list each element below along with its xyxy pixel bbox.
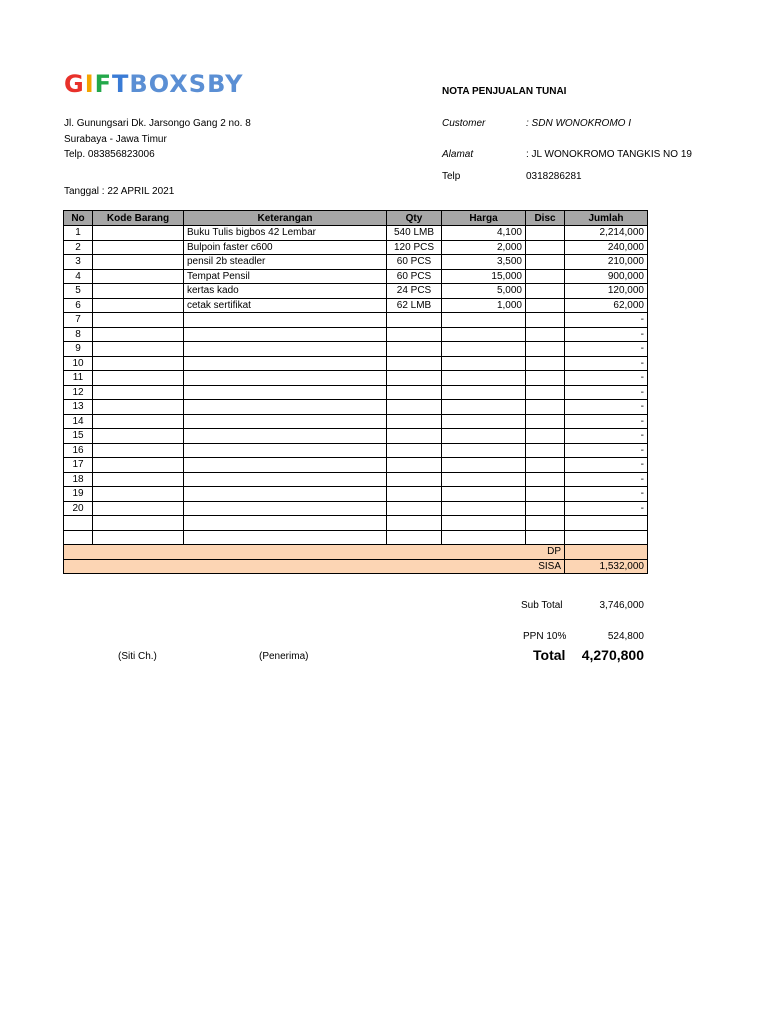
logo-letter: O xyxy=(148,70,170,98)
cell-no: 11 xyxy=(64,371,93,386)
table-row xyxy=(64,472,648,487)
sisa-label: SISA xyxy=(64,559,565,574)
table-row xyxy=(64,516,648,531)
ppn-value: 524,800 xyxy=(607,631,644,642)
table-row xyxy=(64,487,648,502)
cell-jumlah: - xyxy=(565,443,648,458)
cell-no: 15 xyxy=(64,429,93,444)
cell-ket: Bulpoin faster c600 xyxy=(184,240,387,255)
cell-qty xyxy=(387,516,442,531)
cell-ket: Tempat Pensil xyxy=(184,269,387,284)
table-header-row xyxy=(64,211,648,226)
cell-kode xyxy=(93,255,184,270)
cell-qty xyxy=(387,487,442,502)
telp-value: 0318286281 xyxy=(526,171,582,182)
cell-ket xyxy=(184,443,387,458)
cell-harga: 2,000 xyxy=(442,240,526,255)
cell-jumlah: 900,000 xyxy=(565,269,648,284)
cell-ket: cetak sertifikat xyxy=(184,298,387,313)
cell-harga xyxy=(442,501,526,516)
table-row xyxy=(64,501,648,516)
cell-qty: 120 PCS xyxy=(387,240,442,255)
logo-letter: Y xyxy=(225,70,244,98)
cell-kode xyxy=(93,429,184,444)
cell-no: 16 xyxy=(64,443,93,458)
col-header-harga: Harga xyxy=(442,211,526,226)
table-row xyxy=(64,414,648,429)
cell-harga xyxy=(442,516,526,531)
customer-label: Customer xyxy=(442,118,486,129)
cell-qty: 60 PCS xyxy=(387,255,442,270)
cell-disc xyxy=(526,255,565,270)
cell-disc xyxy=(526,284,565,299)
table-row xyxy=(64,240,648,255)
cell-no: 20 xyxy=(64,501,93,516)
cell-ket xyxy=(184,429,387,444)
table-row xyxy=(64,269,648,284)
cell-qty xyxy=(387,429,442,444)
telp-label: Telp xyxy=(442,171,461,182)
total-value: 4,270,800 xyxy=(581,647,644,663)
table-row xyxy=(64,342,648,357)
cell-harga xyxy=(442,414,526,429)
cell-jumlah xyxy=(565,530,648,545)
cell-harga: 3,500 xyxy=(442,255,526,270)
alamat-label: Alamat xyxy=(442,149,474,160)
cell-qty xyxy=(387,356,442,371)
brand-logo xyxy=(64,70,243,99)
cell-jumlah: 62,000 xyxy=(565,298,648,313)
cell-ket xyxy=(184,501,387,516)
cell-disc xyxy=(526,327,565,342)
cell-disc xyxy=(526,472,565,487)
cell-no xyxy=(64,516,93,531)
customer-value: : SDN WONOKROMO I xyxy=(526,118,631,129)
cell-jumlah: - xyxy=(565,385,648,400)
table-row xyxy=(64,327,648,342)
cell-harga xyxy=(442,443,526,458)
subtotal-label: Sub Total xyxy=(521,600,563,611)
cell-disc xyxy=(526,530,565,545)
cell-kode xyxy=(93,342,184,357)
cell-disc xyxy=(526,313,565,328)
cell-jumlah: - xyxy=(565,487,648,502)
cell-harga xyxy=(442,458,526,473)
cell-ket xyxy=(184,356,387,371)
cell-harga xyxy=(442,313,526,328)
cell-no: 3 xyxy=(64,255,93,270)
cell-harga xyxy=(442,487,526,502)
company-phone: Telp. 083856823006 xyxy=(64,149,155,160)
table-row xyxy=(64,400,648,415)
dp-row xyxy=(64,545,648,560)
cell-disc xyxy=(526,429,565,444)
cell-qty xyxy=(387,530,442,545)
cell-ket xyxy=(184,458,387,473)
cell-no: 2 xyxy=(64,240,93,255)
cell-harga xyxy=(442,385,526,400)
cell-ket: pensil 2b steadler xyxy=(184,255,387,270)
cell-kode xyxy=(93,487,184,502)
cell-ket xyxy=(184,530,387,545)
cell-disc xyxy=(526,414,565,429)
cell-jumlah: - xyxy=(565,458,648,473)
cell-qty: 24 PCS xyxy=(387,284,442,299)
cell-harga xyxy=(442,472,526,487)
cell-disc xyxy=(526,269,565,284)
cell-harga: 5,000 xyxy=(442,284,526,299)
alamat-value: : JL WONOKROMO TANGKIS NO 19 xyxy=(526,149,692,160)
table-row xyxy=(64,429,648,444)
cell-harga xyxy=(442,429,526,444)
cell-kode xyxy=(93,501,184,516)
dp-label: DP xyxy=(64,545,565,560)
cell-no: 13 xyxy=(64,400,93,415)
cell-jumlah: - xyxy=(565,313,648,328)
cell-no: 4 xyxy=(64,269,93,284)
cell-harga xyxy=(442,371,526,386)
cell-kode xyxy=(93,284,184,299)
dp-value xyxy=(565,545,648,560)
cell-qty xyxy=(387,458,442,473)
ppn-label: PPN 10% xyxy=(523,631,567,642)
cell-jumlah: - xyxy=(565,356,648,371)
cell-no: 9 xyxy=(64,342,93,357)
cell-jumlah xyxy=(565,516,648,531)
cell-harga xyxy=(442,400,526,415)
company-address-line2: Surabaya - Jawa Timur xyxy=(64,134,167,145)
cell-harga xyxy=(442,327,526,342)
cell-ket xyxy=(184,327,387,342)
cell-qty xyxy=(387,443,442,458)
cell-disc xyxy=(526,487,565,502)
cell-no: 12 xyxy=(64,385,93,400)
cell-qty: 60 PCS xyxy=(387,269,442,284)
cell-qty xyxy=(387,501,442,516)
receiver-signature: (Penerima) xyxy=(259,651,309,662)
document-title: NOTA PENJUALAN TUNAI xyxy=(442,86,567,97)
cell-disc xyxy=(526,516,565,531)
cell-disc xyxy=(526,400,565,415)
cell-jumlah: - xyxy=(565,327,648,342)
cell-jumlah: - xyxy=(565,414,648,429)
table-row xyxy=(64,530,648,545)
table-row xyxy=(64,385,648,400)
company-address-line1: Jl. Gunungsari Dk. Jarsongo Gang 2 no. 8 xyxy=(64,118,251,129)
cell-harga: 4,100 xyxy=(442,226,526,241)
cell-ket xyxy=(184,342,387,357)
invoice-date: Tanggal : 22 APRIL 2021 xyxy=(64,186,175,197)
logo-letter: S xyxy=(188,70,208,98)
cell-harga: 15,000 xyxy=(442,269,526,284)
cell-qty xyxy=(387,400,442,415)
cell-ket: kertas kado xyxy=(184,284,387,299)
cell-jumlah: - xyxy=(565,501,648,516)
cell-ket xyxy=(184,313,387,328)
cell-kode xyxy=(93,443,184,458)
cell-harga xyxy=(442,342,526,357)
cell-disc xyxy=(526,371,565,386)
cell-qty xyxy=(387,313,442,328)
col-header-keterangan: Keterangan xyxy=(184,211,387,226)
subtotal-value: 3,746,000 xyxy=(599,600,644,611)
cell-ket xyxy=(184,400,387,415)
cell-kode xyxy=(93,458,184,473)
cell-disc xyxy=(526,298,565,313)
cell-kode xyxy=(93,327,184,342)
table-row xyxy=(64,226,648,241)
cell-qty xyxy=(387,385,442,400)
cell-disc xyxy=(526,240,565,255)
cell-kode xyxy=(93,226,184,241)
cell-no: 8 xyxy=(64,327,93,342)
col-header-kode-barang: Kode Barang xyxy=(93,211,184,226)
seller-signature: (Siti Ch.) xyxy=(118,651,157,662)
table-row xyxy=(64,284,648,299)
table-row xyxy=(64,313,648,328)
cell-ket xyxy=(184,385,387,400)
cell-ket xyxy=(184,516,387,531)
total-label: Total xyxy=(533,647,566,663)
cell-qty xyxy=(387,342,442,357)
cell-harga xyxy=(442,356,526,371)
cell-kode xyxy=(93,313,184,328)
cell-no: 6 xyxy=(64,298,93,313)
cell-jumlah: 240,000 xyxy=(565,240,648,255)
logo-letter: B xyxy=(129,70,149,98)
table-row xyxy=(64,443,648,458)
logo-letter: T xyxy=(112,70,130,98)
cell-jumlah: 2,214,000 xyxy=(565,226,648,241)
cell-disc xyxy=(526,458,565,473)
cell-kode xyxy=(93,516,184,531)
col-header-jumlah: Jumlah xyxy=(565,211,648,226)
col-header-no: No xyxy=(64,211,93,226)
cell-no: 19 xyxy=(64,487,93,502)
cell-ket xyxy=(184,371,387,386)
cell-kode xyxy=(93,400,184,415)
cell-jumlah: - xyxy=(565,429,648,444)
cell-kode xyxy=(93,414,184,429)
cell-no: 10 xyxy=(64,356,93,371)
table-row xyxy=(64,458,648,473)
col-header-qty: Qty xyxy=(387,211,442,226)
cell-disc xyxy=(526,501,565,516)
cell-disc xyxy=(526,356,565,371)
cell-no xyxy=(64,530,93,545)
cell-jumlah: - xyxy=(565,342,648,357)
cell-kode xyxy=(93,240,184,255)
cell-kode xyxy=(93,356,184,371)
logo-letter: G xyxy=(64,70,85,98)
cell-ket xyxy=(184,487,387,502)
cell-jumlah: - xyxy=(565,400,648,415)
cell-qty xyxy=(387,371,442,386)
cell-qty xyxy=(387,414,442,429)
logo-letter: I xyxy=(84,70,95,98)
cell-no: 7 xyxy=(64,313,93,328)
cell-ket xyxy=(184,414,387,429)
cell-jumlah: - xyxy=(565,472,648,487)
cell-ket xyxy=(184,472,387,487)
table-row xyxy=(64,255,648,270)
table-row xyxy=(64,371,648,386)
cell-kode xyxy=(93,371,184,386)
cell-kode xyxy=(93,298,184,313)
cell-disc xyxy=(526,342,565,357)
cell-harga xyxy=(442,530,526,545)
cell-ket: Buku Tulis bigbos 42 Lembar xyxy=(184,226,387,241)
cell-no: 17 xyxy=(64,458,93,473)
logo-letter: B xyxy=(207,70,226,98)
cell-no: 18 xyxy=(64,472,93,487)
cell-kode xyxy=(93,385,184,400)
table-row xyxy=(64,356,648,371)
cell-kode xyxy=(93,530,184,545)
col-header-disc: Disc xyxy=(526,211,565,226)
sisa-value: 1,532,000 xyxy=(565,559,648,574)
cell-disc xyxy=(526,226,565,241)
cell-qty xyxy=(387,327,442,342)
cell-no: 14 xyxy=(64,414,93,429)
invoice-table xyxy=(63,210,648,574)
cell-no: 1 xyxy=(64,226,93,241)
cell-no: 5 xyxy=(64,284,93,299)
cell-harga: 1,000 xyxy=(442,298,526,313)
cell-disc xyxy=(526,443,565,458)
cell-kode xyxy=(93,269,184,284)
cell-kode xyxy=(93,472,184,487)
sisa-row xyxy=(64,559,648,574)
cell-qty xyxy=(387,472,442,487)
cell-jumlah: - xyxy=(565,371,648,386)
cell-disc xyxy=(526,385,565,400)
cell-qty: 540 LMB xyxy=(387,226,442,241)
logo-letter: X xyxy=(169,70,189,98)
table-row xyxy=(64,298,648,313)
cell-jumlah: 120,000 xyxy=(565,284,648,299)
logo-letter: F xyxy=(94,70,113,98)
cell-jumlah: 210,000 xyxy=(565,255,648,270)
cell-qty: 62 LMB xyxy=(387,298,442,313)
